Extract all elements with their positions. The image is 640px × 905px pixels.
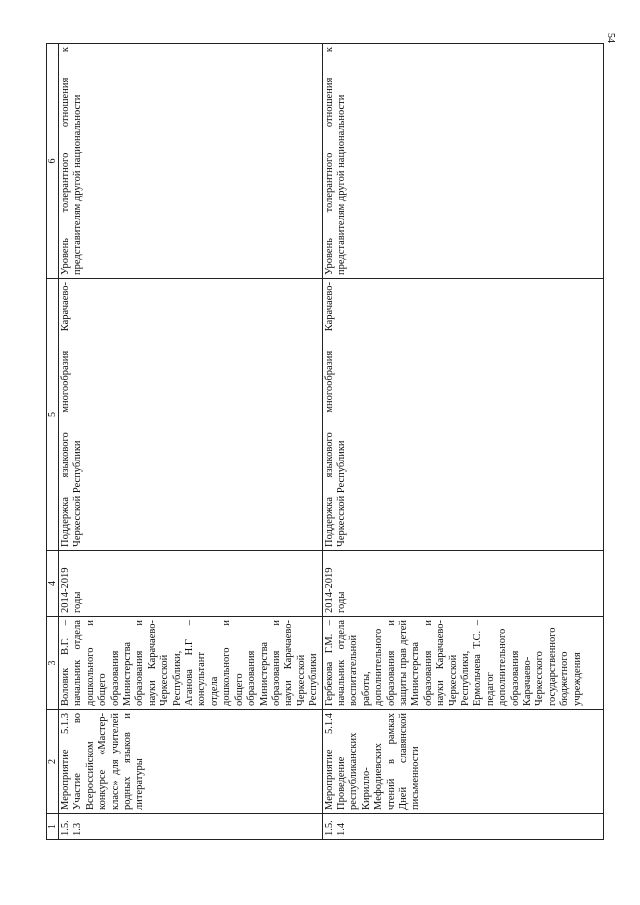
executor-cell: Воловик В.Г. – начальник отдела дошкольного и общего образования Министерства образования и науки Карачаево-Черкесской Республики, Аганова Н.Г – консультант отдела дошкольного и общего образования Министерства образования и науки Карачаево-Черкесской Республики bbox=[59, 617, 323, 710]
header-cell: 6 bbox=[47, 44, 59, 279]
executor-cell: Гербекова Г.М. – начальник отдела воспитательной работы, дополнительного образования и защиты прав детей Министерства образования и науки Карачаево-Черкесской Республики, Ермольчева Т.С. – педагог дополнительного образования Карачаево-Черкесского государственного бюджетного учреждения bbox=[322, 617, 603, 710]
header-cell: 2 bbox=[47, 710, 59, 814]
program-table bbox=[46, 43, 604, 840]
header-cell: 5 bbox=[47, 279, 59, 551]
header-cell: 4 bbox=[47, 551, 59, 617]
header-cell: 3 bbox=[47, 617, 59, 710]
event-cell: Мероприятие 5.1.3 Участие во Всероссийском конкурсе «Мастер-класс» для учителей родных языков и литературы bbox=[59, 710, 323, 814]
period-cell: 2014-2019 годы bbox=[322, 551, 603, 617]
result-cell: Уровень толерантного отношения к представителям другой национальности bbox=[322, 44, 603, 279]
row-number: 1.5.1.3 bbox=[59, 814, 323, 840]
header-cell: 1 bbox=[47, 814, 59, 840]
goal-cell: Поддержка языкового многообразия Карачаево-Черкесской Республики bbox=[322, 279, 603, 551]
table-row bbox=[322, 44, 603, 840]
table-row bbox=[59, 44, 323, 840]
row-number: 1.5.1.4 bbox=[322, 814, 603, 840]
table-header-row bbox=[47, 44, 59, 840]
event-cell: Мероприятие 5.1.4 Проведение республиканских Кирилло-Мефодиевских чтений в рамках Дней славянской письменности bbox=[322, 710, 603, 814]
page-number: 54 bbox=[605, 33, 616, 43]
goal-cell: Поддержка языкового многообразия Карачаево-Черкесской Республики bbox=[59, 279, 323, 551]
result-cell: Уровень толерантного отношения к представителям другой национальности bbox=[59, 44, 323, 279]
period-cell: 2014-2019 годы bbox=[59, 551, 323, 617]
